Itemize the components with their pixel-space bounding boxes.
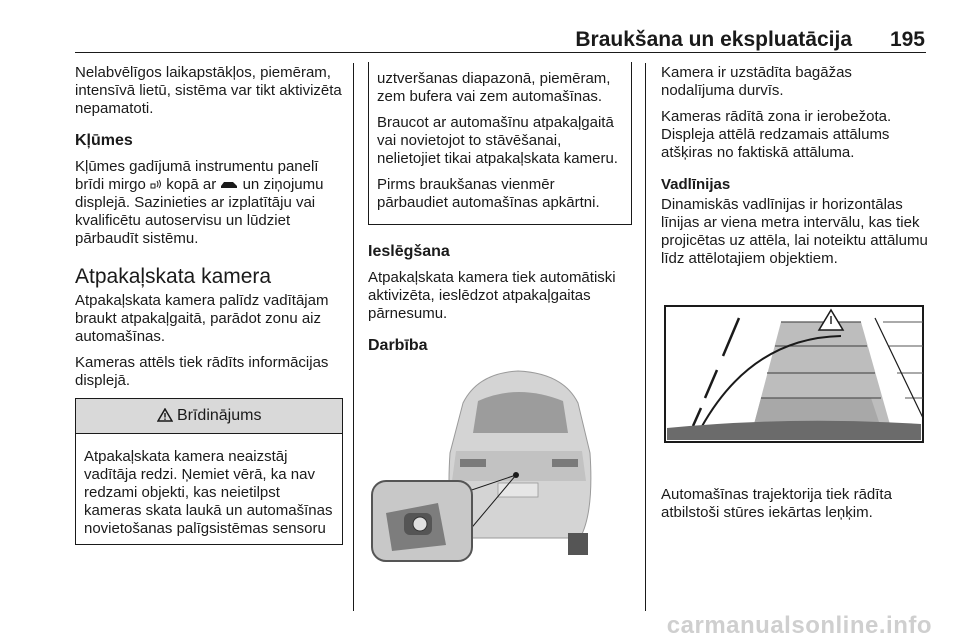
faults-heading: Kļūmes	[75, 132, 133, 149]
warning-triangle-icon	[157, 408, 173, 422]
column-divider-1	[353, 63, 354, 611]
camera-paragraph-1: Atpakaļskata kamera palīdz vadītājam braukt atpakaļgaitā, parādot zonu aiz automašīnas.	[75, 292, 329, 345]
guidelines-paragraph: Dinamiskās vadlīnijas ir horizontālas līnijas ar viena metra intervālu, kas tiek projicētas uz attēla, lai noteiktu attālumu līdz attēlotajiem objektiem.	[661, 196, 928, 267]
watermark: carmanualsonline.info	[666, 612, 932, 639]
warning-continuation	[368, 62, 632, 225]
parking-sensor-icon	[150, 178, 162, 190]
warning-label: Brīdinājums	[176, 407, 262, 424]
activation-paragraph: Atpakaļskata kamera tiek automātiski aktivizēta, ieslēdzot atpakaļgaitas pārnesumu.	[368, 269, 616, 322]
trajectory-paragraph: Automašīnas trajektorija tiek rādīta atbilstoši stūres iekārtas leņķim.	[661, 486, 892, 521]
warning-cont-paragraph-3: Pirms braukšanas vienmēr pārbaudiet automašīnas apkārtni.	[377, 176, 600, 211]
vehicle-fault-icon	[220, 178, 238, 190]
warning-header	[76, 398, 342, 434]
camera-mount-paragraph: Kamera ir uzstādīta bagāžas nodalījuma durvīs.	[661, 64, 852, 99]
column-1	[75, 64, 343, 545]
camera-zone-paragraph: Kameras rādītā zona ir ierobežota. Displeja attēlā redzamais attālums atšķiras no faktiskā attāluma.	[661, 108, 892, 161]
page-number: 195	[889, 28, 925, 51]
intro-paragraph: Nelabvēlīgos laikapstākļos, piemēram, intensīvā lietū, sistēma var tikt aktivizēta nepamatoti.	[75, 64, 342, 117]
header-rule	[75, 52, 926, 53]
guidelines-display-illustration	[661, 278, 927, 468]
page-header-title: Braukšana un ekspluatācija	[575, 28, 852, 51]
section-heading: Atpakaļskata kamera	[75, 265, 272, 288]
camera-paragraph-2: Kameras attēls tiek rādīts informācijas displejā.	[75, 354, 329, 389]
column-divider-2	[645, 63, 646, 611]
warning-cont-paragraph-1: uztveršanas diapazonā, piemēram, zem bufera vai zem automašīnas.	[377, 70, 611, 105]
warning-cont-paragraph-2: Braucot ar automašīnu atpakaļgaitā vai novietojot to stāvēšanai, nelietojiet tikai atpakaļskata kameru.	[377, 114, 618, 167]
operation-heading: Darbība	[368, 337, 428, 354]
column-3	[661, 64, 929, 530]
warning-body: Atpakaļskata kamera neaizstāj vadītāja redzi. Ņemiet vērā, ka nav redzami objekti, kas neietilpst kameras skata laukā un automašīnas novietošanas palīgsistēmas sensoru	[84, 448, 333, 537]
guidelines-heading: Vadlīnijas	[661, 176, 731, 193]
warning-box	[75, 398, 343, 545]
rear-camera-illustration	[368, 363, 632, 573]
activation-heading: Ieslēgšana	[368, 243, 450, 260]
faults-paragraph: Kļūmes gadījumā instrumentu panelī brīdi mirgo kopā ar un ziņojumu displejā. Sazinieties ar izplatītāju vai kvalificētu autoservisu un lūdziet pārbaudīt sistēmu.	[75, 158, 324, 247]
column-2	[368, 64, 632, 573]
